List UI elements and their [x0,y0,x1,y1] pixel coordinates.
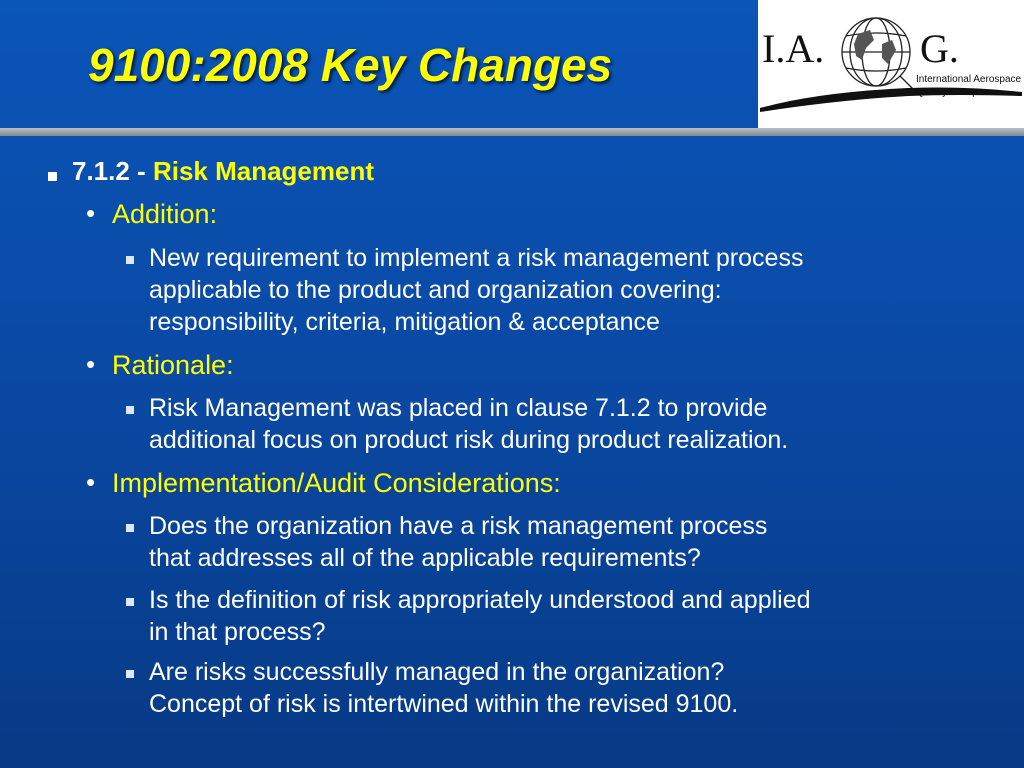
square-bullet-icon [126,256,134,264]
logo-tagline-line2: Quality Group [916,87,978,98]
text-line: additional focus on product risk during product realization. [149,426,789,454]
square-bullet-icon [126,524,134,532]
subheading-implementation: Implementation/Audit Considerations: [112,468,561,498]
text-line: Are risks successfully managed in the organization? [149,658,725,686]
implementation-item [149,510,767,574]
text-line: Is the definition of risk appropriately understood and applied [149,586,811,614]
text-line: Risk Management was placed in clause 7.1.2 to provide [149,394,768,422]
rationale-item [149,392,788,456]
square-bullet-icon [126,670,134,678]
round-bullet-icon: • [86,349,96,379]
text-line: that addresses all of the applicable requirements? [149,544,701,572]
section-heading [72,156,374,187]
logo-letters-left: I.A. [762,26,825,71]
heading-label: Risk Management [152,156,375,186]
globe-logo-icon [758,0,1024,128]
heading-number: 7.1.2 - [72,156,153,186]
text-line: New requirement to implement a risk management process [149,244,804,272]
text-line: applicable to the product and organization covering: [149,276,722,304]
addition-item [149,242,803,338]
text-line: in that process? [149,618,326,646]
implementation-item [149,584,811,648]
subheading-rationale: Rationale: [112,350,234,380]
square-bullet-icon [126,598,134,606]
slide-title: 9100:2008 Key Changes [88,39,613,91]
implementation-item [149,656,738,720]
text-line: responsibility, criteria, mitigation & acceptance [149,308,660,336]
square-bullet-icon [48,172,57,181]
round-bullet-icon: • [86,467,96,497]
round-bullet-icon: • [86,198,96,228]
logo-tagline-line1: International Aerospace [916,74,1022,85]
subheading-addition: Addition: [112,199,218,229]
logo-letters-right: G. [920,26,959,71]
text-line: Concept of risk is intertwined within the revised 9100. [149,690,739,718]
square-bullet-icon [126,406,134,414]
iaqg-logo [758,0,1024,128]
text-line: Does the organization have a risk management process [149,512,768,540]
title-divider [0,128,1024,136]
